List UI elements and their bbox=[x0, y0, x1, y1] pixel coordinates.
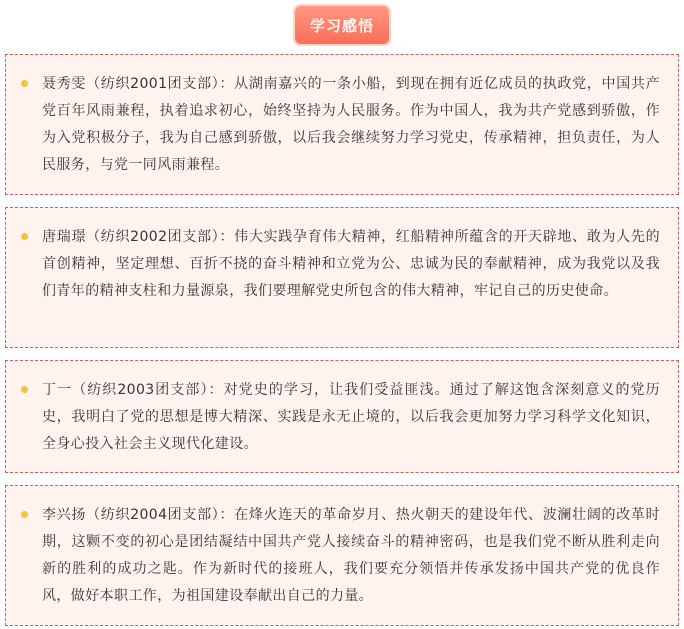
entry-text: 聂秀雯（纺织2001团支部）：从湖南嘉兴的一条小船，到现在拥有近亿成员的执政党，中国共产党百年风雨兼程，执着追求初心，始终坚持为人民服务。作为中国人，我为共产党感到骄傲，作为入党积极分子，我为自己感到骄傲，以后我会继续努力学习党史，传承精神，担负责任，为人民服务，与党一同风雨兼程。 bbox=[42, 76, 660, 173]
entry-card bbox=[5, 207, 679, 348]
entry-text: 唐瑞璟（纺织2002团支部）：伟大实践孕育伟大精神，红船精神所蕴含的开天辟地、敢为人先的首创精神，坚定理想、百折不挠的奋斗精神和立党为公、忠诚为民的奉献精神，成为我党以及我们青年的精神支柱和力量源泉，我们要理解党史所包含的伟大精神，牢记自己的历史使命。 bbox=[42, 229, 660, 299]
entry-text: 丁一（纺织2003团支部）：对党史的学习，让我们受益匪浅。通过了解这饱含深刻意义的党历史，我明白了党的思想是博大精深、实践是永无止境的，以后我会更加努力学习科学文化知识，全身心投入社会主义现代化建设。 bbox=[42, 382, 660, 452]
bullet-icon bbox=[21, 511, 28, 518]
bullet-icon bbox=[21, 80, 28, 87]
entry-text: 李兴扬（纺织2004团支部）：在烽火连天的革命岁月、热火朝天的建设年代、波澜壮阔的改革时期，这颗不变的初心是团结凝结中国共产党人接续奋斗的精神密码，也是我们党不断从胜利走向新的胜利的成功之匙。作为新时代的接班人，我们要充分领悟并传承发扬中国共产党的优良作风，做好本职工作，为祖国建设奉献出自己的力量。 bbox=[42, 507, 660, 604]
section-title: 学习感悟 bbox=[293, 4, 391, 46]
bullet-icon bbox=[21, 386, 28, 393]
entry-card bbox=[5, 360, 679, 473]
entry-card bbox=[5, 54, 679, 195]
bullet-icon bbox=[21, 233, 28, 240]
header-wrap bbox=[0, 4, 684, 46]
entry-card bbox=[5, 485, 679, 626]
